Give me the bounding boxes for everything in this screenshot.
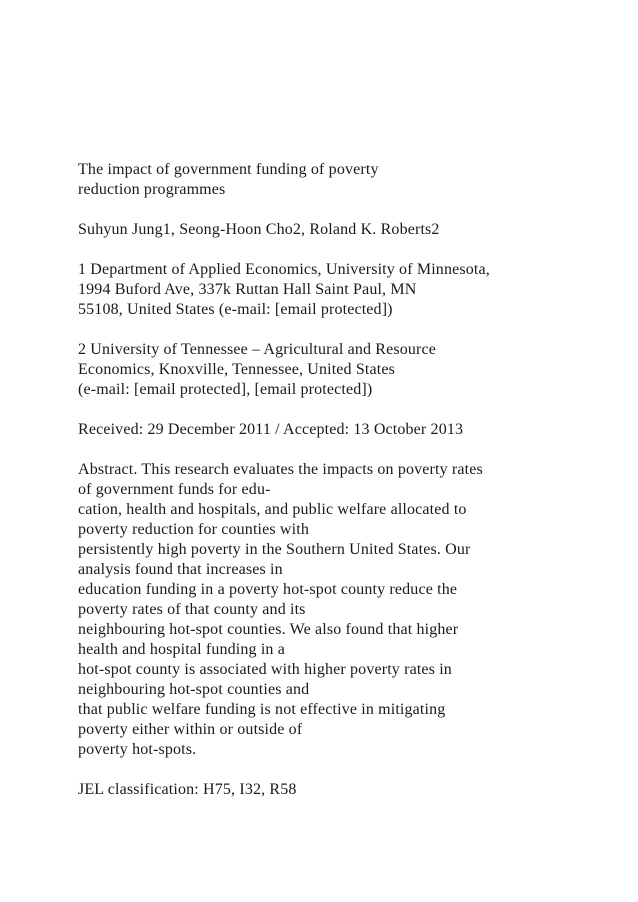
abstract-line: poverty rates of that county and its [78,601,306,618]
abstract-line: hot-spot county is associated with higher poverty rates in [78,661,452,678]
affiliation-1 [78,260,618,320]
submission-dates [78,420,618,440]
abstract-line: poverty hot-spots. [78,741,197,758]
title-line: reduction programmes [78,181,226,198]
abstract-line: that public welfare funding is not effective in mitigating [78,701,446,718]
affiliation-line: Economics, Knoxville, Tennessee, United States [78,361,395,378]
abstract-line: analysis found that increases in [78,561,283,578]
affiliation-line: 1 Department of Applied Economics, University of Minnesota, [78,261,490,278]
abstract-line: cation, health and hospitals, and public welfare allocated to [78,501,467,518]
abstract-line: neighbouring hot-spot counties. We also found that higher [78,621,459,638]
affiliation-2 [78,340,618,400]
abstract-line: health and hospital funding in a [78,641,285,658]
affiliation-line: (e-mail: [email protected], [email protected]) [78,381,373,398]
jel-classification [78,780,618,800]
abstract [78,460,618,760]
abstract-line: of government funds for edu- [78,481,271,498]
abstract-line: education funding in a poverty hot-spot county reduce the [78,581,458,598]
paper-title [78,160,618,200]
abstract-line: poverty either within or outside of [78,721,303,738]
abstract-line: Abstract. This research evaluates the impacts on poverty rates [78,461,483,478]
dates-line: Received: 29 December 2011 / Accepted: 13 October 2013 [78,421,464,438]
author-list [78,220,618,240]
affiliation-line: 2 University of Tennessee – Agricultural and Resource [78,341,436,358]
jel-line: JEL classification: H75, I32, R58 [78,781,297,798]
abstract-line: persistently high poverty in the Southern United States. Our [78,541,471,558]
affiliation-line: 1994 Buford Ave, 337k Ruttan Hall Saint Paul, MN [78,281,417,298]
title-line: The impact of government funding of poverty [78,161,379,178]
authors-line: Suhyun Jung1, Seong-Hoon Cho2, Roland K. Roberts2 [78,221,440,238]
document-page [78,160,618,820]
affiliation-line: 55108, United States (e-mail: [email protected]) [78,301,393,318]
abstract-line: neighbouring hot-spot counties and [78,681,310,698]
abstract-line: poverty reduction for counties with [78,521,309,538]
